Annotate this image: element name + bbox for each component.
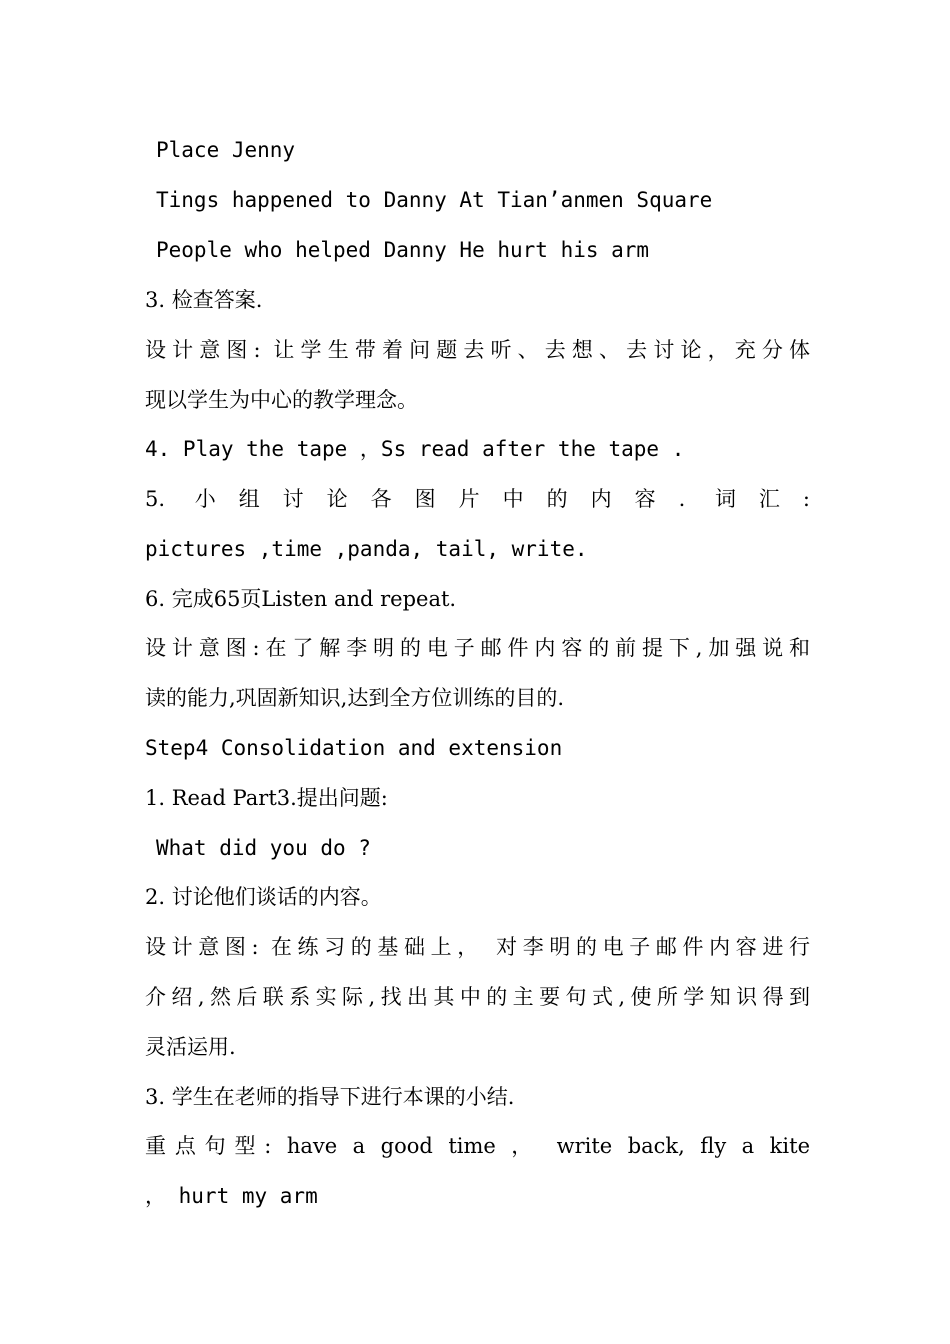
text-line-things-happened: Tings happened to Danny At Tian’anmen Square <box>156 188 713 212</box>
text-line-read-part3: 1. Read Part3.提出问题: <box>145 786 388 810</box>
text-line-hurt-my-arm: ， hurt my arm <box>145 1184 318 1208</box>
text-line-design-intent-3a: 设计意图: 在练习的基础上， 对李明的电子邮件内容进行 <box>145 935 810 959</box>
text-line-discuss-content: 2. 讨论他们谈话的内容。 <box>145 885 382 909</box>
text-line-complete-page: 6. 完成65页Listen and repeat. <box>145 587 457 611</box>
text-line-design-intent-2a: 设计意图:在了解李明的电子邮件内容的前提下,加强说和 <box>145 636 810 660</box>
text-line-place: Place Jenny <box>156 138 296 162</box>
text-line-key-sentences: 重点句型: have a good time ， write back, fly a kite <box>145 1134 810 1158</box>
text-line-design-intent-1a: 设计意图: 让学生带着问题去听、去想、去讨论，充分体 <box>145 338 810 362</box>
text-line-group-discussion: 5. 小组讨论各图片中的内容. 词汇: <box>145 487 810 511</box>
text-line-play-tape: 4. Play the tape ，Ss read after the tape . <box>145 437 685 461</box>
text-line-what-did-you-do: What did you do ? <box>156 836 371 860</box>
text-line-design-intent-3b: 介绍,然后联系实际,找出其中的主要句式,使所学知识得到 <box>145 985 810 1009</box>
text-line-design-intent-3c: 灵活运用. <box>145 1035 236 1059</box>
text-line-design-intent-1b: 现以学生为中心的教学理念。 <box>145 388 418 412</box>
text-line-check-answers: 3. 检查答案. <box>145 288 263 312</box>
text-line-people-helped: People who helped Danny He hurt his arm <box>156 238 650 262</box>
text-line-design-intent-2b: 读的能力,巩固新知识,达到全方位训练的目的. <box>145 686 565 710</box>
text-line-step4: Step4 Consolidation and extension <box>145 736 563 760</box>
text-line-vocabulary: pictures ,time ,panda, tail, write. <box>145 537 588 561</box>
text-line-summary: 3. 学生在老师的指导下进行本课的小结. <box>145 1085 515 1109</box>
